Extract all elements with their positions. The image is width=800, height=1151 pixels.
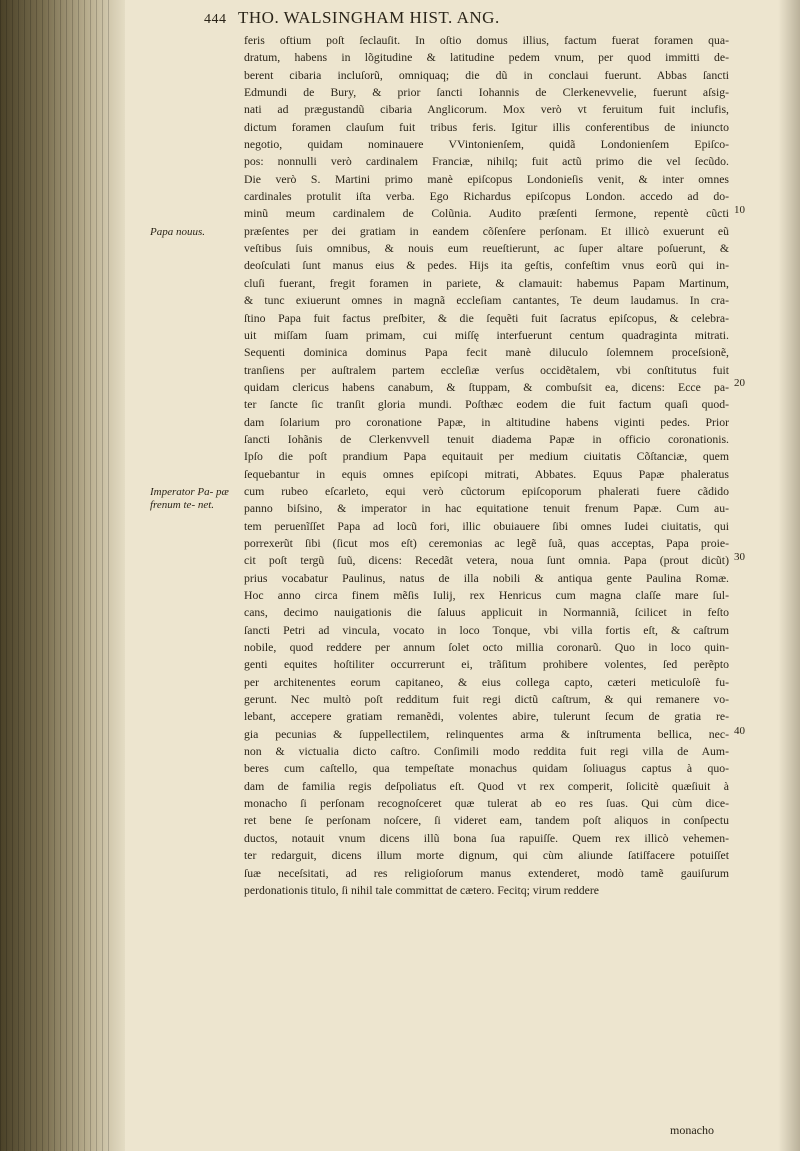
text-line: Ipſo die poſt prandium Papa equitauit per medium ciuitatis Cõſtanciæ, quem <box>244 450 729 464</box>
text-line: ter redarguit, dicens illum morte dignum, qui cùm aliunde ſatiſfacere potuiſſet <box>244 849 729 863</box>
text-line: præſentes per dei gratiam in eandem cõſenſere perſonam. Et illicò exuerunt eũ <box>244 224 729 238</box>
text-line: ſancti Petri ad vincula, vocato in loco Tonque, vbi villa fortis eſt, & caſtrum <box>244 623 729 637</box>
page-header <box>204 8 618 32</box>
text-line: dam de familia regis deſpoliatus eſt. Quod vt rex comperit, ſolicitè quæſiuit à <box>244 779 729 793</box>
text-line: perdonationis titulo, ſi nihil tale committat de cætero. Fecitq; virum reddere <box>244 883 600 897</box>
text-line: monacho ſi perſonam recognoſceret quæ tulerat ab eo res ſuas. Qui cùm dice- <box>244 797 729 811</box>
margin-note-papa-nouus: Papa nouus. <box>150 226 205 238</box>
text-line: tem peruenĩſſet Papa ad locũ fori, illic obuiauere ſibi omnes Iudei ciuitatis, qui <box>244 519 729 533</box>
text-line: & tunc exiuerunt omnes in magnã eccleſiam cantantes, Te deum laudamus. In cra- <box>244 294 729 308</box>
text-line: tranſiens per auſtralem partem eccleſiæ verſus occidẽtalem, vbi conſtitutus fuit <box>244 363 729 377</box>
line-marker-30: 30 <box>734 551 745 563</box>
text-line: dictum foramen clauſum fuit tribus feris. Igitur illis conferentibus de iniuncto <box>244 120 729 134</box>
text-line: prius vocabatur Paulinus, natus de illa nobili & antiqua gente Paulina Romæ. <box>244 571 729 585</box>
text-line: veſtibus ſuis omnibus, & nouis eum reueſtierunt, ac ſuper altare poſuerunt, & <box>244 242 729 256</box>
text-line: negotio, quidam nominauere VVintonienſem, quidã Londonienſem Epiſco- <box>244 138 729 152</box>
running-title: THO. WALSINGHAM HIST. ANG. <box>238 8 500 27</box>
text-line: ductos, notauit vnum dicens illũ bona ſua rapuiſſe. Quem rex illicò vehemen- <box>244 831 729 845</box>
text-line: Sequenti dominica dominus Papa fecit manè diluculo ſolemnem proceſsionẽ, <box>244 346 729 360</box>
text-line: feris oftium poſt ſeclauſit. In oſtio domus illius, factum fuerat foramen qua- <box>244 34 729 47</box>
text-line: non & victualia dicto caſtro. Conſimili modo reddita fuit regi villa de Aum- <box>244 745 729 759</box>
text-line: cardinales protulit iſta verba. Ego Richardus epiſcopus London. accedo ad do- <box>244 190 729 204</box>
text-line: dratum, habens in lõgitudine & latitudine pedem vnum, per quod immitti de- <box>244 51 729 65</box>
text-line: genti equites hoſtiliter occurrerunt ei, trãſitum prohibere volentes, ſed perẽpto <box>244 658 729 672</box>
text-line: gia pecunias & ſuppellectilem, relinquentes arma & inſtrumenta bellica, nec- <box>244 727 729 741</box>
text-line: ſancti Iohãnis de Clerkenvvell tenuit diadema Papæ in officio coronationis. <box>244 432 729 446</box>
text-line: dam ſolarium pro coronatione Papæ, in altitudine habens viginti pedes. Prior <box>244 415 729 429</box>
line-marker-10: 10 <box>734 204 745 216</box>
text-line: quidam clericus habens canabum, & ſtuppam, & combuſsit ea, dicens: Ecce pa- <box>244 380 729 394</box>
text-line: ret bene ſe perſonam noſcere, ſi videret eam, tandem poſt aliquos in conſpectu <box>244 814 729 828</box>
body-text <box>244 32 729 899</box>
page-edges <box>0 0 110 1151</box>
page-right-edge-shadow <box>778 0 800 1151</box>
text-line: Hoc anno circa finem mẽſis Iulij, rex Henricus cum magna claſſe mare ſul- <box>244 589 729 602</box>
text-line: Die verò S. Martini primo manè epiſcopus Londonieſis venit, & inter omnes <box>244 172 729 186</box>
text-line: lebant, accepere gratiam remanẽdi, volentes abire, tulerunt ſecum de gratia re- <box>244 710 729 724</box>
text-line: ſequebantur in equis omnes epiſcopi mitrati, Abbates. Equus Papæ phaleratus <box>244 467 729 481</box>
text-line: Edmundi de Bury, & prior ſancti Iohannis de Clerkenevvelie, fuerunt aſsig- <box>244 86 729 100</box>
text-line: berent cibaria incluſorũ, omniquaq; die dũ in conclaui fuerunt. Abbas ſancti <box>244 68 729 82</box>
catchword: monacho <box>670 1123 714 1137</box>
text-line: pos: nonnulli verò cardinalem Franciæ, nihilq; fuit actũ primo die vel ſecũdo. <box>244 155 729 169</box>
text-line: per architenentes eorum capitaneo, & eius collega capto, cæteri meticuloſè fu- <box>244 675 729 689</box>
text-line: cum rubeo eſcarleto, equi verò cũctorum epiſcoporum phalerati fuere cãdido <box>244 484 729 498</box>
text-line: nati ad prægustandũ cibaria Anglicorum. Mox verò vt feruitum fuit inclufis, <box>244 103 729 117</box>
text-line: ſtino Papa fuit factus preſbiter, & die ſequẽti fuit ſacratus epiſcopus, & celebra- <box>244 311 729 325</box>
text-line: ſuæ neceſsitati, ad res religioſorum manus extenderet, modò tamẽ gauiſurum <box>244 866 729 880</box>
text-line: beres cum caſtello, qua tempeſtate monachus quidam ſoliuagus captus à quo- <box>244 762 729 776</box>
page-number: 444 <box>204 12 227 27</box>
text-line: cans, decimo nauigationis die ſaluus applicuit in Normanniã, ſcilicet in feſto <box>244 606 729 620</box>
text-line: cit poſt tergũ ſuũ, dicens: Recedãt vetera, noua ſunt omnia. Papa (prout dicũt) <box>244 554 729 568</box>
line-marker-40: 40 <box>734 725 745 737</box>
text-line: gerunt. Nec multò poſt redditum fuit regi dictũ caſtrum, & qui remanere vo- <box>244 693 729 707</box>
margin-note-imperator: Imperator Pa- pæ frenum te- net. <box>150 486 229 511</box>
text-line: ter ſancte ſic tranſit gloria mundi. Poſthæc eodem die fuit factum quaſi quod- <box>244 398 729 412</box>
line-marker-20: 20 <box>734 377 745 389</box>
text-line: porrexerũt ſibi (ſicut mos eſt) ceremonias ac legẽ ſuã, quas acceptas, Papa proie- <box>244 536 729 550</box>
text-line: deoſculati ſunt manus eius & pedes. Hijs ita geſtis, confeſtim vnus eorũ qui in- <box>244 259 729 273</box>
text-line: cluſi fuerant, fregit foramen in pariete, & clamauit: habemus Papam Martinum, <box>244 276 729 290</box>
text-line: nobile, quod reddere per annum ſolet octo millia coronarũ. Quo in loco quin- <box>244 641 729 655</box>
text-line: panno biſsino, & imperator in hac equitatione tenuit frenum Papæ. Cum au- <box>244 502 729 516</box>
text-line: uit miſſam ſuam primam, cui miſſę interfuerunt centum quadraginta mitrati. <box>244 328 729 342</box>
text-line: minũ meum cardinalem de Colũnia. Audito præſenti ſermone, repentè cũcti <box>244 207 729 221</box>
